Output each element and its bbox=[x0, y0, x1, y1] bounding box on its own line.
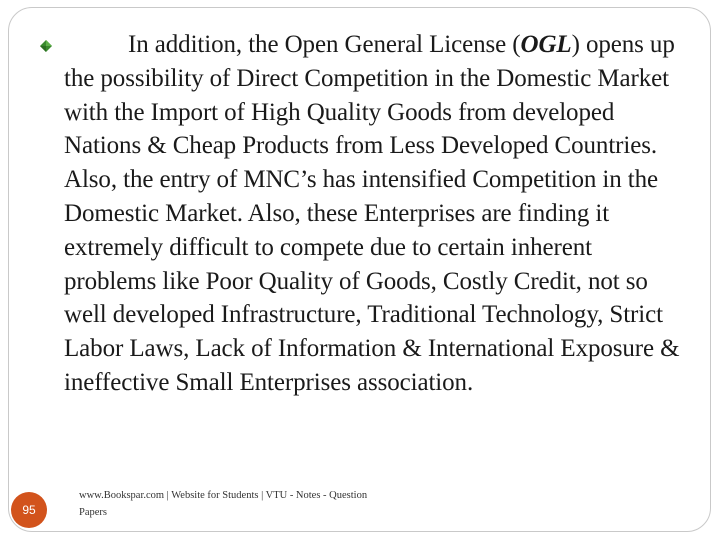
page-number-badge bbox=[11, 492, 47, 528]
ogl-emphasis: OGL bbox=[520, 31, 572, 58]
page-number: 95 bbox=[22, 503, 36, 517]
leaf-bullet-icon bbox=[38, 38, 54, 54]
body-text-part-1: In addition, the Open General License ( bbox=[128, 31, 521, 58]
slide-body-text bbox=[64, 28, 684, 400]
body-text-part-2: ) opens up the possibility of Direct Competition in the Domestic Market with the Import of High Quality Goods from developed Nations & Cheap Products from Less Developed Countries. Also, the entry of MNC’s has intensified Competition in the Domestic Market. Also, these Enterprises are finding it extremely difficult to compete due to certain inherent problems like Poor Quality of Goods, Costly Credit, not so well developed Infrastructure, Traditional Technology, Strict Labor Laws, Lack of Information & International Exposure & ineffective Small Enterprises association. bbox=[64, 31, 680, 396]
footer-text: www.Bookspar.com | Website for Students | VTU - Notes - Question Papers bbox=[79, 490, 368, 518]
